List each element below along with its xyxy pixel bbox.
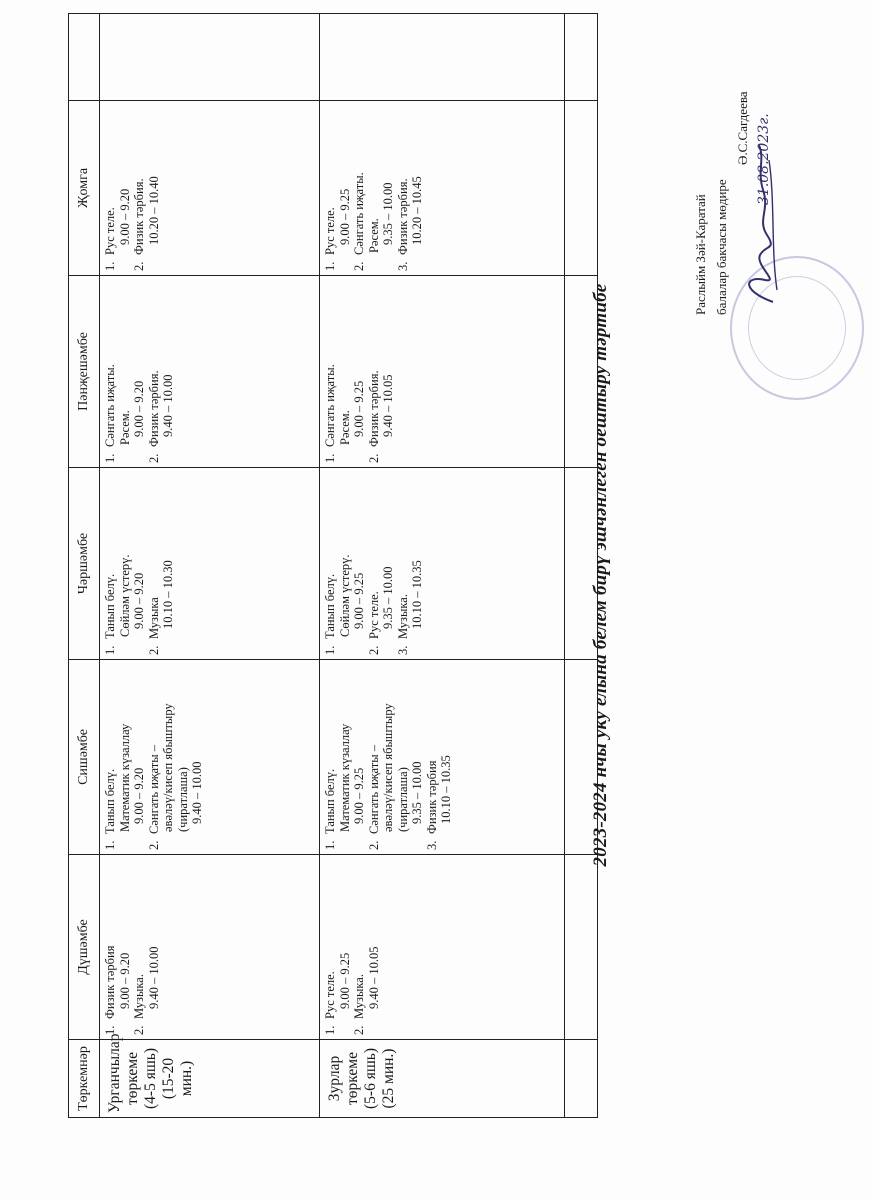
cell-wednesday — [320, 468, 565, 660]
lesson-title-line — [103, 859, 118, 1035]
lesson-number: 1. — [323, 453, 337, 463]
lesson-subtitle: Математик күзаллау — [117, 723, 132, 832]
lesson-name: Сәнгать иҗаты. — [323, 364, 337, 447]
header-extra — [69, 14, 100, 101]
approval-date: 31.08.2023г. — [756, 113, 772, 205]
lesson-time: 9.40 – 10.00 — [146, 946, 161, 1009]
lesson-number: 2. — [366, 840, 381, 850]
lesson-time: 10.10 – 10.35 — [439, 755, 453, 824]
document-title: 2023-2024 нчы уку елына белем бирү эшчәнлеген оештыру тәртибе — [590, 283, 611, 867]
lesson-time: 9.35 – 10.00 — [381, 182, 395, 245]
lesson-number: 1. — [103, 453, 117, 463]
lesson-name: Сәнгать иҗаты – — [366, 744, 381, 834]
lesson-item — [147, 280, 176, 463]
lesson-time: 10.20 – 10.45 — [410, 176, 424, 245]
lesson-item — [147, 664, 205, 850]
cell-friday — [100, 101, 320, 276]
lesson-number: 2. — [132, 1025, 146, 1035]
lesson-item — [323, 105, 352, 271]
group-cell — [320, 1040, 565, 1118]
lesson-number: 3. — [395, 645, 410, 655]
lesson-title-line — [367, 280, 382, 463]
lesson-time: 9.40 – 10.05 — [366, 946, 381, 1009]
lesson-title-line — [367, 472, 382, 655]
lesson-title-line — [425, 664, 440, 850]
approval-line-1: Раслыйм Зәй-Каратай — [693, 194, 708, 315]
lesson-number: 2. — [366, 645, 381, 655]
lesson-time: 10.20 – 10.40 — [146, 176, 161, 245]
lesson-item — [323, 472, 367, 655]
lesson-subtitle: әвәләү/кисеп ябыштыру — [381, 703, 395, 832]
lesson-time: 9.00 – 9.20 — [132, 380, 146, 437]
lesson-number: 1. — [103, 645, 117, 655]
lesson-item — [103, 472, 147, 655]
empty-cell — [565, 14, 598, 101]
lesson-subtitle: Рәсем. — [117, 410, 132, 445]
lesson-title-line — [103, 472, 118, 655]
header-wednesday: Чәршәмбе — [69, 468, 100, 660]
lesson-number: 1. — [103, 261, 117, 271]
lesson-time: 9.40 – 10.05 — [381, 374, 395, 437]
lesson-title-line — [132, 105, 147, 271]
cell-friday — [320, 101, 565, 276]
lesson-title-line — [396, 472, 411, 655]
lesson-title-line — [147, 472, 162, 655]
lesson-name: Физик тәрбия. — [146, 370, 161, 447]
lesson-title-line — [103, 105, 118, 271]
header-row — [69, 14, 100, 1118]
lesson-time: 9.00 – 9.20 — [117, 952, 132, 1009]
lesson-name: Танып белү. — [323, 768, 337, 834]
cell-tuesday — [320, 660, 565, 855]
lesson-number: 3. — [424, 840, 439, 850]
lesson-title-line — [103, 664, 118, 850]
lesson-number: 2. — [352, 1025, 366, 1035]
extra-cell — [100, 14, 320, 101]
lesson-subtitle: (чиратлаша) — [175, 767, 190, 832]
lesson-title-line — [323, 664, 338, 850]
cell-thursday — [320, 276, 565, 468]
lesson-number: 3. — [395, 261, 410, 271]
lesson-time: 9.40 – 10.00 — [190, 761, 204, 824]
lesson-number: 1. — [323, 840, 337, 850]
lesson-name: Музыка. — [395, 594, 410, 639]
group-label-line: (25 мин.) — [380, 1048, 397, 1109]
lesson-title-line — [352, 859, 367, 1035]
lesson-title-line — [323, 859, 338, 1035]
lesson-time: 9.00 – 9.25 — [337, 188, 352, 245]
lesson-title-line — [103, 280, 118, 463]
lesson-title-line — [367, 664, 382, 850]
lesson-title-line — [132, 859, 147, 1035]
lesson-subtitle: Рәсем. — [337, 410, 352, 445]
lesson-number: 1. — [323, 645, 337, 655]
lesson-item — [103, 105, 132, 271]
handwritten-signature — [735, 120, 787, 310]
lesson-item — [132, 859, 161, 1035]
lesson-name: Танып белү. — [103, 768, 117, 834]
table-row — [320, 14, 565, 1118]
lesson-item — [103, 859, 132, 1035]
lesson-time: 9.35 – 10.00 — [381, 566, 395, 629]
lesson-item — [103, 664, 147, 850]
lesson-name: Рус теле. — [323, 207, 337, 255]
lesson-name: Танып белү. — [323, 573, 337, 639]
group-label-line: Урганчылар — [106, 1033, 123, 1113]
lesson-name: Рус теле. — [103, 207, 117, 255]
lesson-time: 9.00 – 9.25 — [352, 572, 366, 629]
lesson-time: 10.10 – 10.30 — [161, 560, 175, 629]
lesson-item — [396, 472, 425, 655]
lesson-item — [367, 472, 396, 655]
lesson-subtitle: Рәсем. — [366, 218, 381, 253]
lesson-item — [352, 105, 396, 271]
lesson-name: Физик тәрбия. — [395, 178, 410, 255]
lesson-item — [147, 472, 176, 655]
header-groups: Төркемнәр — [69, 1040, 100, 1118]
lesson-time: 9.00 – 9.20 — [132, 767, 146, 824]
lesson-item — [132, 105, 161, 271]
lesson-item — [396, 105, 425, 271]
cell-monday — [320, 855, 565, 1040]
group-label-line: төркеме — [124, 1052, 141, 1105]
approval-line-2: балалар бакчасы мөдире — [714, 179, 729, 315]
lesson-number: 1. — [103, 1025, 117, 1035]
lesson-subtitle: Сөйләм үстерү. — [117, 554, 132, 637]
director-name: Ә.С.Сагдеева — [735, 91, 750, 165]
lesson-time: 10.10 – 10.35 — [410, 560, 424, 629]
lesson-title-line — [323, 472, 338, 655]
extra-cell — [320, 14, 565, 101]
group-label-line: (15-20 мин.) — [160, 1057, 195, 1100]
lesson-name: Сәнгать иҗаты. — [103, 364, 117, 447]
lesson-item — [323, 280, 367, 463]
lesson-name: Физик тәрбия — [103, 945, 117, 1019]
lesson-time: 9.00 – 9.20 — [132, 572, 146, 629]
lesson-number: 2. — [146, 840, 161, 850]
group-label-line: (4-5 яшь) — [142, 1048, 159, 1109]
lesson-title-line — [147, 664, 162, 850]
lesson-time: 9.35 – 10.00 — [410, 761, 424, 824]
cell-monday — [100, 855, 320, 1040]
lesson-item — [425, 664, 454, 850]
lesson-name: Музыка. — [132, 974, 146, 1019]
lesson-item — [323, 859, 352, 1035]
lesson-title-line — [352, 105, 367, 271]
header-monday: Дүшәмбе — [69, 855, 100, 1040]
group-label-line: (5-6 яшь) — [362, 1048, 379, 1109]
lesson-subtitle: Сөйләм үстерү. — [337, 554, 352, 637]
lesson-name: Физик тәрбия — [424, 760, 439, 834]
lesson-name: Музыка — [146, 597, 161, 639]
lesson-name: Физик тәрбия. — [366, 370, 381, 447]
lesson-name: Рус теле. — [366, 591, 381, 639]
lesson-subtitle: әвәләү/кисеп ябыштыру — [161, 703, 175, 832]
lesson-time: 9.40 – 10.00 — [161, 374, 175, 437]
lesson-title-line — [396, 105, 411, 271]
lesson-name: Сәнгать иҗаты – — [146, 744, 161, 834]
lesson-number: 2. — [146, 645, 161, 655]
lesson-number: 1. — [323, 1025, 337, 1035]
group-label-line: Зурлар — [326, 1055, 343, 1102]
lesson-item — [352, 859, 381, 1035]
header-friday: Җомга — [69, 101, 100, 276]
lesson-number: 1. — [103, 840, 117, 850]
lesson-time: 9.00 – 9.20 — [117, 188, 132, 245]
lesson-subtitle: Математик күзаллау — [337, 723, 352, 832]
table-row — [100, 14, 320, 1118]
lesson-item — [367, 280, 396, 463]
lesson-name: Физик тәрбия. — [132, 178, 146, 255]
lesson-number: 1. — [323, 261, 337, 271]
cell-tuesday — [100, 660, 320, 855]
lesson-name: Танып белү. — [103, 573, 117, 639]
lesson-name: Сәнгать иҗаты. — [352, 172, 366, 255]
header-thursday: Пәнҗешәмбе — [69, 276, 100, 468]
lesson-number: 2. — [352, 261, 366, 271]
lesson-number: 2. — [366, 453, 381, 463]
group-cell — [100, 1033, 320, 1118]
lesson-title-line — [147, 280, 162, 463]
lesson-number: 2. — [132, 261, 146, 271]
lesson-subtitle: (чиратлаша) — [395, 767, 410, 832]
lesson-name: Рус теле. — [323, 971, 337, 1019]
empty-cell — [565, 1040, 598, 1118]
cell-wednesday — [100, 468, 320, 660]
header-tuesday: Сишәмбе — [69, 660, 100, 855]
lesson-time: 9.00 – 9.25 — [352, 767, 366, 824]
schedule-table — [68, 13, 598, 1118]
lesson-number: 2. — [146, 453, 161, 463]
lesson-name: Музыка. — [352, 974, 366, 1019]
group-label-line: төркеме — [344, 1052, 361, 1105]
lesson-title-line — [323, 280, 338, 463]
lesson-item — [323, 664, 367, 850]
lesson-time: 9.00 – 9.25 — [352, 380, 366, 437]
lesson-item — [103, 280, 147, 463]
cell-thursday — [100, 276, 320, 468]
lesson-item — [367, 664, 425, 850]
lesson-title-line — [323, 105, 338, 271]
lesson-time: 9.00 – 9.25 — [337, 952, 352, 1009]
